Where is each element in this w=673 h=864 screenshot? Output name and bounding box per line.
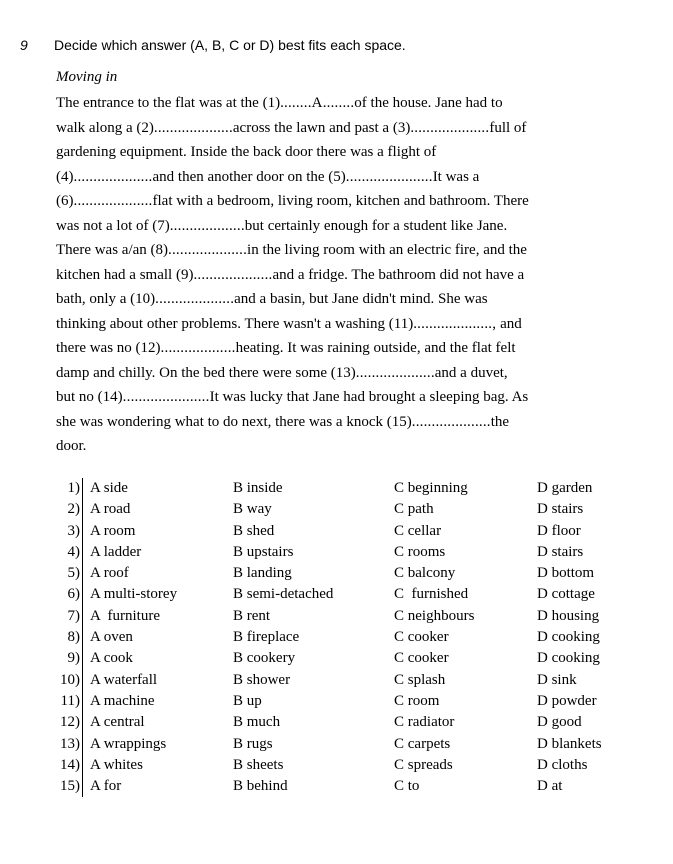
option-d: D cloths [537, 756, 588, 773]
option-number: 4) [67, 543, 80, 560]
divider [82, 776, 83, 797]
divider [82, 499, 83, 520]
option-d: D stairs [537, 543, 584, 560]
option-number: 9) [67, 650, 80, 667]
gap-blank: ...................., [413, 315, 501, 332]
option-c: C carpets [394, 735, 451, 752]
option-d: D garden [537, 480, 593, 496]
option-number: 8) [67, 629, 80, 646]
option-number: 5) [67, 565, 80, 582]
option-c: C room [394, 692, 440, 709]
exercise-instruction: Decide which answer (A, B, C or D) best fits each space. [54, 37, 406, 53]
option-a: A room [90, 522, 136, 539]
option-c: C cellar [394, 522, 442, 539]
passage-text: gardening equipment. Inside the back door there was a flight of [56, 144, 437, 160]
passage-text: she was wondering what to do next, there was a knock (15) [56, 413, 412, 430]
option-a: A whites [90, 756, 143, 773]
option-b: B behind [233, 778, 288, 795]
gap-blank: .................... [73, 193, 153, 209]
option-d: D bottom [537, 565, 595, 582]
option-number: 15) [60, 778, 80, 795]
gap-blank: .................... [153, 119, 233, 136]
gap-blank: .................... [73, 168, 153, 185]
passage-line [56, 287, 626, 312]
option-b: B rent [233, 607, 271, 624]
passage-text: It was lucky that Jane had brought a sleeping bag. As [209, 389, 529, 405]
gap-blank: .................... [168, 242, 248, 258]
option-c: C splash [394, 671, 446, 688]
option-b: B landing [233, 565, 292, 582]
option-c: C furnished [394, 586, 469, 603]
gap-blank: ................... [169, 217, 245, 234]
passage-text: in the living room with an electric fire, and the [247, 242, 527, 258]
passage-text: walk along a (2) [56, 119, 154, 136]
passage-text: damp and chilly. On the bed there were some (13) [56, 364, 356, 381]
option-c: C rooms [394, 543, 446, 560]
divider [82, 542, 83, 563]
passage-line [56, 336, 626, 361]
option-b: B inside [233, 480, 283, 496]
passage-text: of the house. Jane had to [354, 95, 503, 111]
passage-line [56, 410, 626, 435]
divider [82, 627, 83, 648]
passage-text: but no (14) [56, 389, 123, 405]
option-d: D cottage [537, 586, 595, 603]
divider [82, 478, 83, 499]
option-a: A for [90, 778, 122, 795]
passage-text: heating. It was raining outside, and the flat felt [235, 340, 516, 356]
option-a: A central [90, 714, 145, 731]
gap-blank: .................... [193, 266, 273, 283]
option-d: D cooking [537, 650, 600, 667]
passage-line [56, 116, 626, 141]
option-number: 6) [67, 586, 80, 603]
option-a: A oven [90, 629, 133, 646]
divider [82, 648, 83, 669]
option-b: B semi-detached [233, 586, 334, 603]
passage-text: It was a [432, 168, 480, 185]
exercise-number: 9 [20, 37, 28, 53]
passage-text: flat with a bedroom, living room, kitchen and bathroom. There [152, 193, 529, 209]
passage [56, 91, 626, 459]
option-c: C beginning [394, 480, 468, 496]
divider [82, 755, 83, 776]
divider [82, 521, 83, 542]
option-d: D cooking [537, 629, 600, 646]
option-b: B up [233, 692, 262, 709]
option-c: C path [394, 501, 434, 518]
passage-line [56, 312, 626, 337]
option-b: B way [233, 501, 272, 518]
gap-blank: .................... [410, 119, 490, 136]
option-a: A cook [90, 650, 133, 667]
option-number: 12) [60, 714, 80, 731]
option-b: B shower [233, 671, 291, 688]
passage-line [56, 434, 626, 459]
gap-blank: .................... [155, 291, 235, 307]
passage-text: was not a lot of (7) [56, 217, 170, 234]
option-a: A furniture [90, 607, 160, 624]
option-a: A road [90, 501, 131, 518]
divider [82, 734, 83, 755]
passage-text: and a duvet, [434, 364, 508, 381]
option-d: D at [537, 778, 563, 795]
option-c: C radiator [394, 714, 455, 731]
option-b: B rugs [233, 735, 273, 752]
passage-text: The entrance to the flat was at the (1) [56, 95, 281, 111]
option-number: 10) [60, 671, 80, 688]
option-b: B much [233, 714, 281, 731]
passage-line [56, 385, 626, 410]
passage-text: thinking about other problems. There wasn't a washing (11) [56, 315, 414, 332]
option-number: 2) [67, 501, 80, 518]
passage-text: full of [489, 119, 527, 136]
divider [82, 606, 83, 627]
passage-line [56, 263, 626, 288]
option-d: D sink [537, 671, 577, 688]
passage-text: the [490, 413, 510, 430]
gap-blank: ................... [160, 340, 236, 356]
option-number: 14) [60, 756, 80, 773]
passage-text: there was no (12) [56, 340, 161, 356]
gap-blank: .................... [411, 413, 491, 430]
option-number: 11) [60, 692, 80, 709]
gap-blank: ........A........ [280, 95, 355, 111]
divider [82, 670, 83, 691]
passage-line [56, 91, 626, 116]
option-d: D blankets [537, 735, 602, 752]
passage-title: Moving in [56, 69, 118, 85]
option-d: D powder [537, 692, 597, 709]
option-b: B sheets [233, 756, 284, 773]
passage-line [56, 361, 626, 386]
option-a: A machine [90, 692, 155, 709]
option-c: C cooker [394, 629, 449, 646]
option-number: 1) [67, 480, 80, 496]
passage-line [56, 189, 626, 214]
option-d: D housing [537, 607, 600, 624]
option-number: 13) [60, 735, 80, 752]
gap-blank: ...................... [122, 389, 210, 405]
passage-text: kitchen had a small (9) [56, 266, 194, 283]
passage-text: bath, only a (10) [56, 291, 156, 307]
option-number: 3) [67, 522, 80, 539]
option-number: 7) [67, 607, 80, 624]
option-a: A wrappings [90, 735, 167, 752]
option-d: D stairs [537, 501, 584, 518]
option-a: A roof [90, 565, 129, 582]
option-c: C balcony [394, 565, 456, 582]
option-c: C spreads [394, 756, 453, 773]
passage-text: across the lawn and past a (3) [232, 119, 411, 136]
passage-line [56, 140, 626, 165]
passage-text: and then another door on the (5) [152, 168, 346, 185]
option-c: C cooker [394, 650, 449, 667]
passage-line [56, 238, 626, 263]
passage-text: door. [56, 438, 87, 454]
divider [82, 712, 83, 733]
option-c: C neighbours [394, 607, 475, 624]
option-a: A multi-storey [90, 586, 178, 603]
option-a: A waterfall [90, 671, 158, 688]
option-d: D floor [537, 522, 581, 539]
option-b: B upstairs [233, 543, 294, 560]
option-d: D good [537, 714, 582, 731]
option-b: B shed [233, 522, 275, 539]
option-a: A ladder [90, 543, 142, 560]
passage-line [56, 165, 626, 190]
passage-text: and a fridge. The bathroom did not have a [272, 266, 525, 283]
passage-text: (4) [56, 168, 74, 185]
passage-text: and a basin, but Jane didn't mind. She was [234, 291, 488, 307]
option-b: B cookery [233, 650, 296, 667]
passage-text: (6) [56, 193, 74, 209]
gap-blank: .................... [355, 364, 435, 381]
option-a: A side [90, 480, 128, 496]
passage-line [56, 214, 626, 239]
divider [82, 563, 83, 584]
passage-text: and [500, 315, 522, 332]
gap-blank: ...................... [345, 168, 433, 185]
divider [82, 691, 83, 712]
passage-text: There was a/an (8) [56, 242, 169, 258]
divider [82, 584, 83, 605]
passage-text: but certainly enough for a student like Jane. [244, 217, 508, 234]
option-b: B fireplace [233, 629, 300, 646]
option-c: C to [394, 778, 420, 795]
